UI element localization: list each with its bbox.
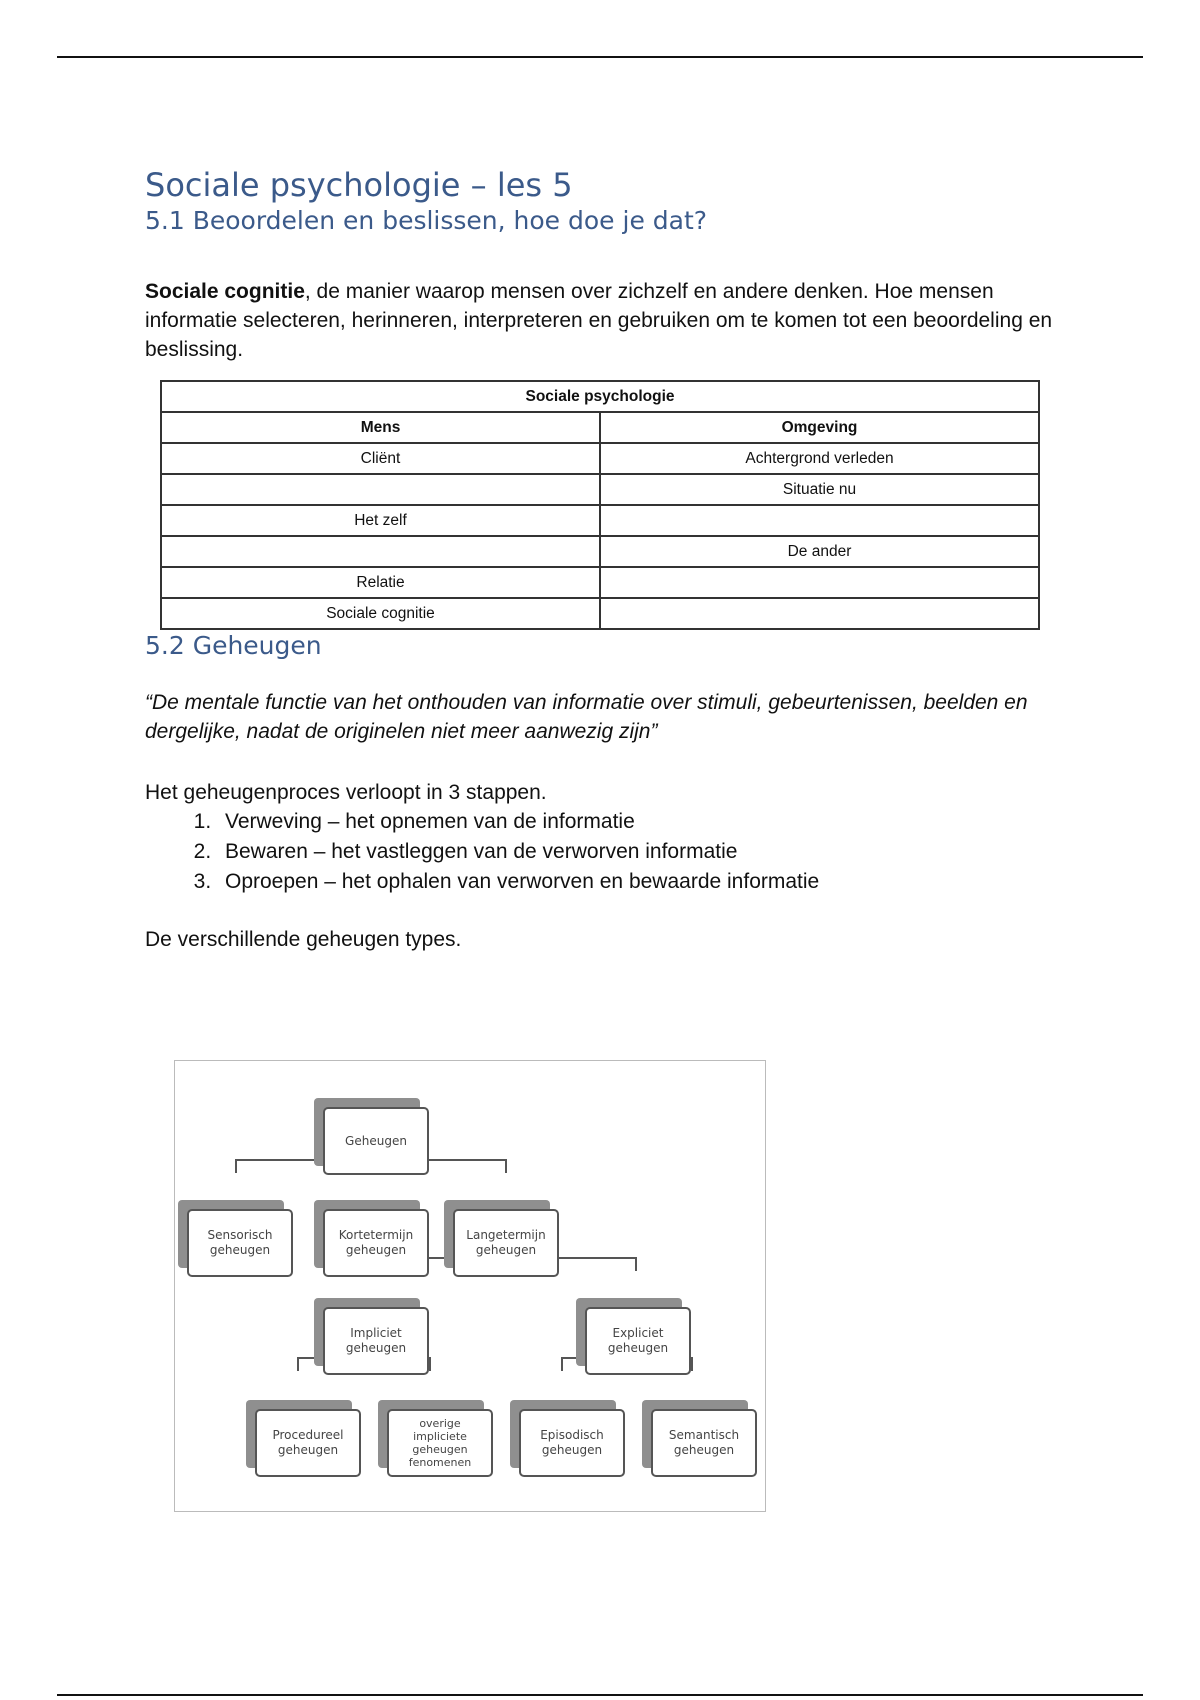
connector — [235, 1159, 237, 1173]
node-semantisch — [651, 1409, 757, 1477]
node-expliciet — [585, 1307, 691, 1375]
connector — [691, 1357, 693, 1371]
table-row — [161, 505, 1039, 536]
connector — [505, 1159, 507, 1173]
section-1-title: 5.1 Beoordelen en beslissen, hoe doe je dat? — [145, 206, 708, 235]
page-content — [145, 165, 1065, 954]
table-cell: Situatie nu — [600, 474, 1039, 505]
node-langetermijn — [453, 1209, 559, 1277]
table-cell: Het zelf — [161, 505, 600, 536]
intro-paragraph — [145, 277, 1065, 364]
intro-term: Sociale cognitie — [145, 280, 305, 303]
table-cell — [161, 536, 600, 567]
node-sensorisch — [187, 1209, 293, 1277]
node-impliciet — [323, 1307, 429, 1375]
node-label: Episodisch geheugen — [519, 1409, 625, 1477]
steps-intro: Het geheugenproces verloopt in 3 stappen. — [145, 781, 547, 804]
node-label: Langetermijn geheugen — [453, 1209, 559, 1277]
memory-types-intro: De verschillende geheugen types. — [145, 928, 462, 951]
table-cell — [161, 474, 600, 505]
connector — [635, 1257, 637, 1271]
memory-types-diagram — [174, 1060, 766, 1512]
table-cell: Sociale cognitie — [161, 598, 600, 629]
node-label: Kortetermijn geheugen — [323, 1209, 429, 1277]
node-episodisch — [519, 1409, 625, 1477]
table-row — [161, 536, 1039, 567]
node-label: Geheugen — [323, 1107, 429, 1175]
node-label: Impliciet geheugen — [323, 1307, 429, 1375]
node-geheugen — [323, 1107, 429, 1175]
page-title: Sociale psychologie – les 5 — [145, 166, 573, 204]
col-header-mens: Mens — [161, 412, 600, 443]
table-cell: Achtergrond verleden — [600, 443, 1039, 474]
table-cell: Relatie — [161, 567, 600, 598]
memory-steps-list — [145, 807, 1065, 897]
table-cell — [600, 567, 1039, 598]
node-procedureel — [255, 1409, 361, 1477]
node-label: Sensorisch geheugen — [187, 1209, 293, 1277]
memory-definition-quote: “De mentale functie van het onthouden van informatie over stimuli, gebeurtenissen, beelden en dergelijke, nadat de originelen niet meer aanwezig zijn” — [145, 691, 1028, 743]
list-item: 2. Bewaren – het vastleggen van de verworven informatie — [217, 837, 1065, 867]
table-header-row — [161, 412, 1039, 443]
node-kortetermijn — [323, 1209, 429, 1277]
node-label: overige impliciete geheugen fenomenen — [387, 1409, 493, 1477]
top-rule — [57, 56, 1143, 58]
node-label: Expliciet geheugen — [585, 1307, 691, 1375]
table-title-row — [161, 381, 1039, 412]
table-title: Sociale psychologie — [161, 381, 1039, 412]
node-label: Semantisch geheugen — [651, 1409, 757, 1477]
section-2-title: 5.2 Geheugen — [145, 631, 322, 660]
connector — [561, 1357, 563, 1371]
table-row — [161, 443, 1039, 474]
table-row — [161, 567, 1039, 598]
intro-text: , de manier waarop mensen over zichzelf en andere denken. Hoe mensen informatie selecteren, herinneren, interpreteren en gebruiken om te komen tot een beoordeling en beslissing. — [145, 280, 1053, 361]
connector — [429, 1357, 431, 1371]
social-psychology-table — [160, 380, 1040, 630]
bottom-rule — [57, 1694, 1143, 1696]
table-cell: Cliënt — [161, 443, 600, 474]
connector — [297, 1357, 299, 1371]
table-cell: De ander — [600, 536, 1039, 567]
table-cell — [600, 598, 1039, 629]
table-row — [161, 474, 1039, 505]
table-cell — [600, 505, 1039, 536]
list-item: 3. Oproepen – het ophalen van verworven en bewaarde informatie — [217, 867, 1065, 897]
node-overige-impliciete — [387, 1409, 493, 1477]
table-row — [161, 598, 1039, 629]
node-label: Procedureel geheugen — [255, 1409, 361, 1477]
list-item: 1. Verweving – het opnemen van de informatie — [217, 807, 1065, 837]
col-header-omgeving: Omgeving — [600, 412, 1039, 443]
